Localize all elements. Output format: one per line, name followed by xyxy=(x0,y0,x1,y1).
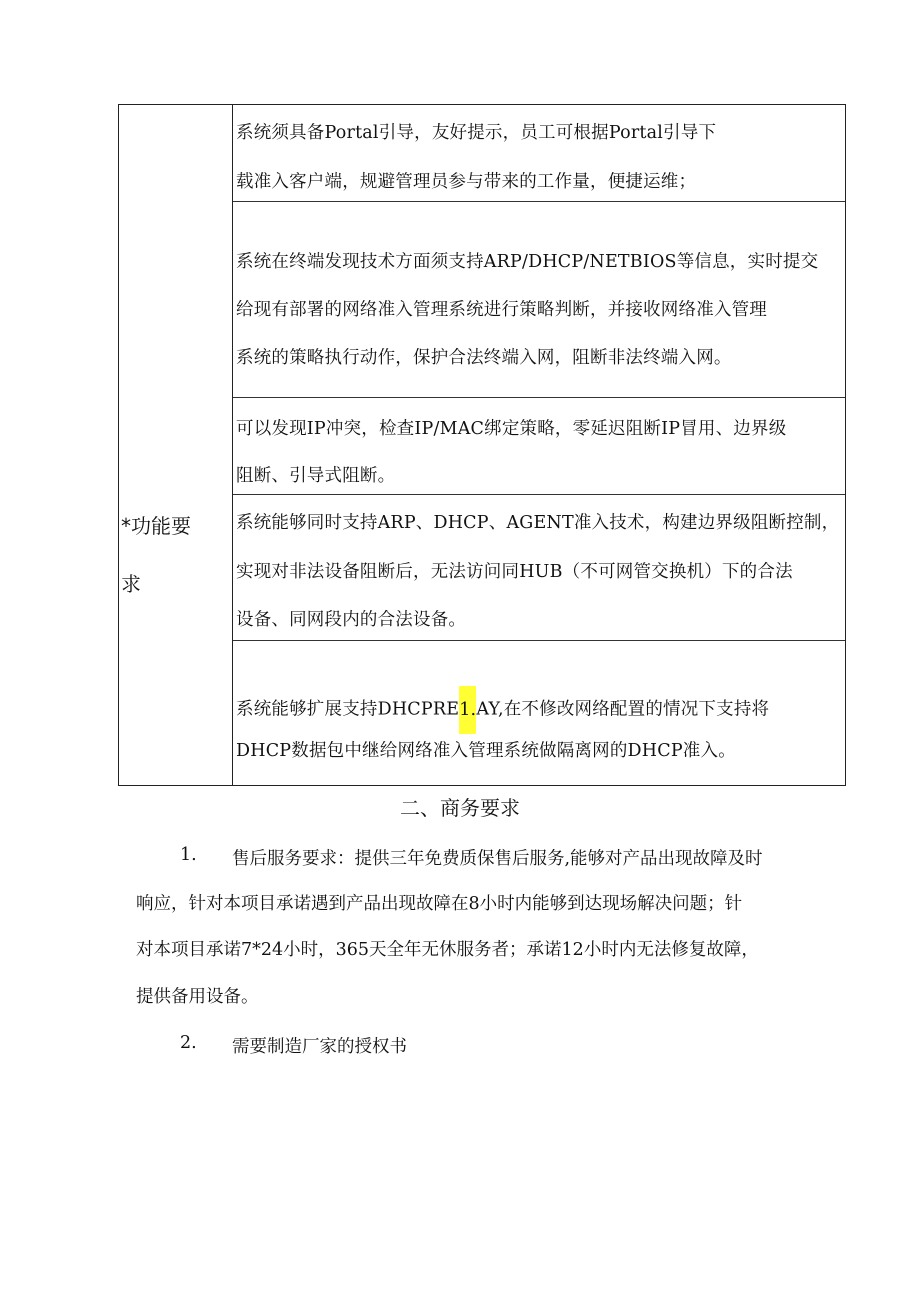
requirements-table xyxy=(118,104,846,786)
row-text-line: 载准入客户端，规避管理员参与带来的工作量，便捷运维； xyxy=(236,172,697,192)
table-row xyxy=(233,105,845,202)
row-text-line: 实现对非法设备阻断后，无法访问同HUB（不可网管交换机）下的合法 xyxy=(236,562,793,582)
row-text-line: 系统须具备Portal引导，友好提示，员工可根据Portal引导下 xyxy=(236,123,717,143)
item-number: 2. xyxy=(180,1033,197,1053)
row-text-line: 设备、同网段内的合法设备。 xyxy=(236,610,467,630)
text-segment: AY,在不修改网络配置的情况下支持将 xyxy=(476,699,770,720)
section-title: 二、商务要求 xyxy=(400,796,520,820)
text-segment: 系统能够扩展支持DHCPRE xyxy=(236,699,460,720)
row-text-line: 系统的策略执行动作，保护合法终端入网，阻断非法终端入网。 xyxy=(236,348,732,368)
function-requirement-label xyxy=(121,497,221,613)
table-row xyxy=(233,641,845,787)
label-line-1: *功能要 xyxy=(121,514,191,538)
table-row xyxy=(233,495,845,641)
table-row xyxy=(233,398,845,495)
row-text-line: 系统在终端发现技术方面须支持ARP/DHCP/NETBIOS等信息，实时提交 xyxy=(236,252,819,272)
row-text-line: 可以发现IP冲突，检查IP/MAC绑定策略，零延迟阻断IP冒用、边界级 xyxy=(236,419,787,439)
row-text-line: 给现有部署的网络准入管理系统进行策略判断，并接收网络准入管理 xyxy=(236,300,767,320)
item-text-line: 售后服务要求：提供三年免费质保售后服务,能够对产品出现故障及时 xyxy=(232,849,763,869)
item-text-line: 提供备用设备。 xyxy=(136,987,259,1007)
row-text-line: DHCP数据包中继给网络准入管理系统做隔离网的DHCP准入。 xyxy=(236,741,736,761)
item-text-line: 对本项目承诺7*24小时，365天全年无休服务者；承诺12小时内无法修复故障， xyxy=(136,940,759,960)
item-text-line: 响应，针对本项目承诺遇到产品出现故障在8小时内能够到达现场解决问题；针 xyxy=(136,894,743,914)
table-label-cell xyxy=(119,105,233,785)
row-text-line: 阻断、引导式阻断。 xyxy=(236,466,396,486)
row-text-line xyxy=(236,686,769,734)
highlighted-text: 1. xyxy=(459,686,476,734)
item-text-line: 需要制造厂家的授权书 xyxy=(232,1037,407,1057)
item-number: 1. xyxy=(180,845,197,865)
table-content-column xyxy=(233,105,845,785)
table-row xyxy=(233,202,845,398)
label-line-2: 求 xyxy=(121,572,141,596)
row-text-line: 系统能够同时支持ARP、DHCP、AGENT准入技术，构建边界级阻断控制， xyxy=(236,513,840,533)
